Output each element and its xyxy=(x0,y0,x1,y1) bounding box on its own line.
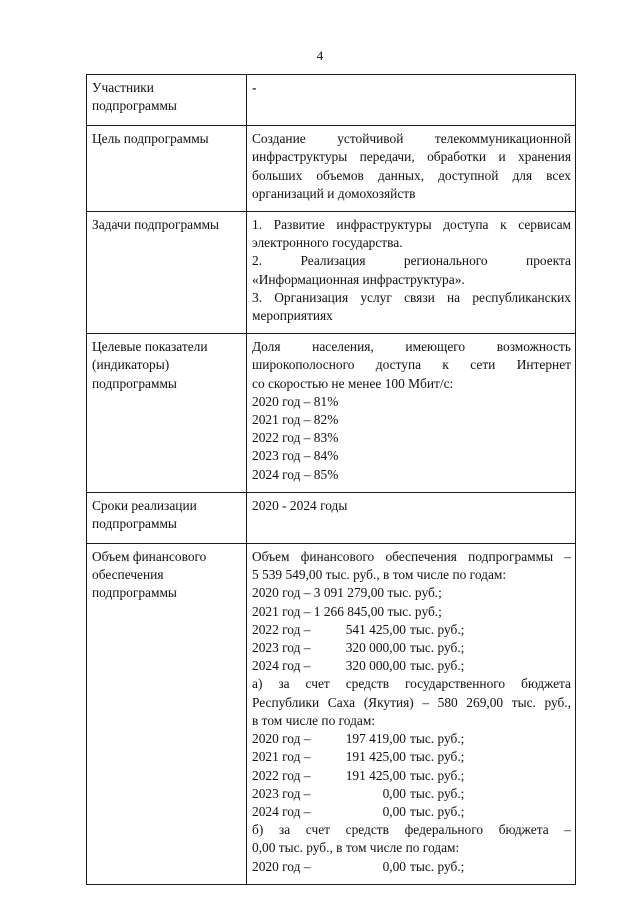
year-label: 2022 год – xyxy=(252,621,311,637)
financing-value xyxy=(247,544,576,885)
unit: тыс. руб.; xyxy=(410,731,465,747)
federal-year-row xyxy=(252,858,571,876)
financing-line: Объем финансового обеспечения подпрограммы – xyxy=(252,549,571,565)
amount: 191 425,00 xyxy=(345,749,406,765)
federal-budget-line: 0,00 тыс. руб., в том числе по годам: xyxy=(252,840,460,856)
financing-total-row xyxy=(252,657,571,675)
indicator-year: 2021 год – 82% xyxy=(252,412,339,428)
year-label: 2023 год – xyxy=(252,640,311,656)
indicator-year: 2023 год – 84% xyxy=(252,448,339,464)
row-participants xyxy=(87,75,576,126)
year-label: 2024 год – xyxy=(252,803,311,819)
unit: тыс. руб.; xyxy=(410,767,465,783)
regional-year-row xyxy=(252,767,571,785)
unit: тыс. руб.; xyxy=(410,858,465,874)
year-label: 2020 год – xyxy=(252,858,311,874)
amount: 191 425,00 xyxy=(345,767,406,783)
task-line: 2. Реализация регионального проекта xyxy=(252,253,571,269)
goal-label: Цель подпрограммы xyxy=(87,126,247,212)
amount: 320 000,00 xyxy=(345,640,406,656)
unit: тыс. руб.; xyxy=(410,785,465,801)
participants-dash: - xyxy=(252,80,257,95)
financing-line: 5 539 549,00 тыс. руб., в том числе по годам: xyxy=(252,567,507,583)
goal-line: Создание устойчивой телекоммуникационной xyxy=(252,131,571,147)
participants-value xyxy=(247,75,576,126)
row-financing xyxy=(87,544,576,885)
indicator-year: 2020 год – 81% xyxy=(252,393,339,409)
amount: 541 425,00 xyxy=(345,621,406,637)
unit: тыс. руб.; xyxy=(410,658,465,674)
indicators-value xyxy=(247,334,576,493)
financing-line: 2020 год – 3 091 279,00 тыс. руб.; xyxy=(252,585,442,601)
task-line: мероприятиях xyxy=(252,308,333,324)
regional-budget-line: Республики Саха (Якутия) – 580 269,00 тыс. руб., xyxy=(252,694,571,710)
financing-line: 2021 год – 1 266 845,00 тыс. руб.; xyxy=(252,603,442,619)
amount: 0,00 xyxy=(382,803,406,819)
unit: тыс. руб.; xyxy=(410,621,465,637)
year-label: 2021 год – xyxy=(252,749,311,765)
regional-year-row xyxy=(252,730,571,748)
row-tasks xyxy=(87,212,576,334)
page-number: 4 xyxy=(316,48,324,63)
year-label: 2023 год – xyxy=(252,785,311,801)
regional-year-row xyxy=(252,803,571,821)
indicator-year: 2022 год – 83% xyxy=(252,430,339,446)
task-line: 3. Организация услуг связи на республиканских xyxy=(252,289,571,305)
unit: тыс. руб.; xyxy=(410,803,465,819)
goal-line: инфраструктуры передачи, обработки и хранения xyxy=(252,149,571,165)
regional-year-row xyxy=(252,785,571,803)
row-terms xyxy=(87,492,576,543)
tasks-label: Задачи подпрограммы xyxy=(87,212,247,334)
indicators-label: Целевые показатели (индикаторы) подпрограммы xyxy=(87,334,247,493)
amount: 0,00 xyxy=(382,785,406,801)
terms-label: Сроки реализации подпрограммы xyxy=(87,492,247,543)
federal-budget-line: б) за счет средств федерального бюджета – xyxy=(252,822,571,838)
indicator-year: 2024 год – 85% xyxy=(252,466,339,482)
regional-year-row xyxy=(252,748,571,766)
terms-text: 2020 - 2024 годы xyxy=(252,497,348,513)
regional-budget-line: а) за счет средств государственного бюджета xyxy=(252,676,571,692)
goal-line: больших объемов данных, доступной для всех xyxy=(252,167,571,183)
financing-label: Объем финансового обеспечения подпрограммы xyxy=(87,544,247,885)
goal-value xyxy=(247,126,576,212)
amount: 320 000,00 xyxy=(345,658,406,674)
terms-value xyxy=(247,492,576,543)
financing-total-row xyxy=(252,621,571,639)
financing-total-row xyxy=(252,639,571,657)
row-goal xyxy=(87,126,576,212)
year-label: 2024 год – xyxy=(252,658,311,674)
indicator-line: со скоростью не менее 100 Мбит/с: xyxy=(252,375,454,391)
goal-line: организаций и домохозяйств xyxy=(252,185,416,201)
tasks-value xyxy=(247,212,576,334)
indicator-line: Доля населения, имеющего возможность xyxy=(252,339,571,355)
regional-budget-line: в том числе по годам: xyxy=(252,712,376,728)
task-line: электронного государства. xyxy=(252,235,403,251)
amount: 197 419,00 xyxy=(345,731,406,747)
task-line: 1. Развитие инфраструктуры доступа к сервисам xyxy=(252,217,571,233)
unit: тыс. руб.; xyxy=(410,749,465,765)
row-indicators xyxy=(87,334,576,493)
task-line: «Информационная инфраструктура». xyxy=(252,271,465,287)
year-label: 2022 год – xyxy=(252,767,311,783)
subprogram-passport-table xyxy=(86,74,576,885)
indicator-line: широкополосного доступа к сети Интернет xyxy=(252,357,571,373)
year-label: 2020 год – xyxy=(252,731,311,747)
unit: тыс. руб.; xyxy=(410,640,465,656)
participants-label: Участники подпрограммы xyxy=(87,75,247,126)
amount: 0,00 xyxy=(382,858,406,874)
